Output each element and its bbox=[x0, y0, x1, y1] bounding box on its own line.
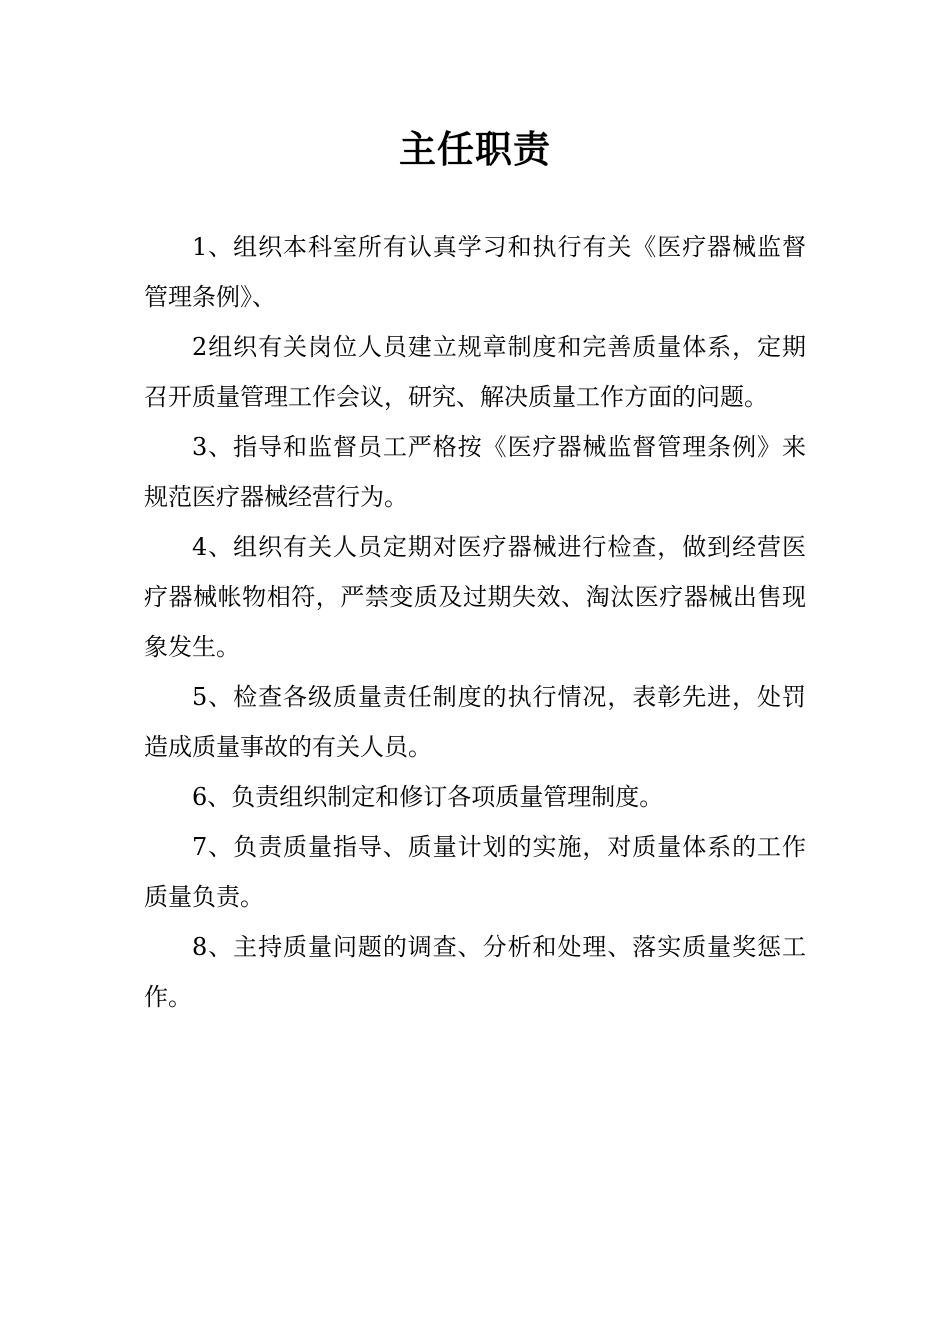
paragraph-4: 4、组织有关人员定期对医疗器械进行检查，做到经营医疗器械帐物相符，严禁变质及过期失效、淘汰医疗器械出售现象发生。 bbox=[144, 533, 806, 661]
paragraph-6: 6、负责组织制定和修订各项质量管理制度。 bbox=[192, 783, 664, 811]
paragraph-3: 3、指导和监督员工严格按《医疗器械监督管理条例》来规范医疗器械经营行为。 bbox=[144, 433, 806, 511]
paragraph-2: 2组织有关岗位人员建立规章制度和完善质量体系，定期召开质量管理工作会议，研究、解决质量工作方面的问题。 bbox=[144, 333, 806, 411]
document-title: 主任职责 bbox=[399, 128, 551, 171]
paragraph-1: 1、组织本科室所有认真学习和执行有关《医疗器械监督管理条例》、 bbox=[144, 233, 806, 311]
paragraph-7: 7、负责质量指导、质量计划的实施，对质量体系的工作质量负责。 bbox=[144, 833, 806, 911]
paragraph-5: 5、检查各级质量责任制度的执行情况，表彰先进，处罚造成质量事故的有关人员。 bbox=[144, 683, 806, 761]
paragraph-8: 8、主持质量问题的调查、分析和处理、落实质量奖惩工作。 bbox=[144, 933, 806, 1011]
document-body bbox=[144, 222, 806, 1022]
